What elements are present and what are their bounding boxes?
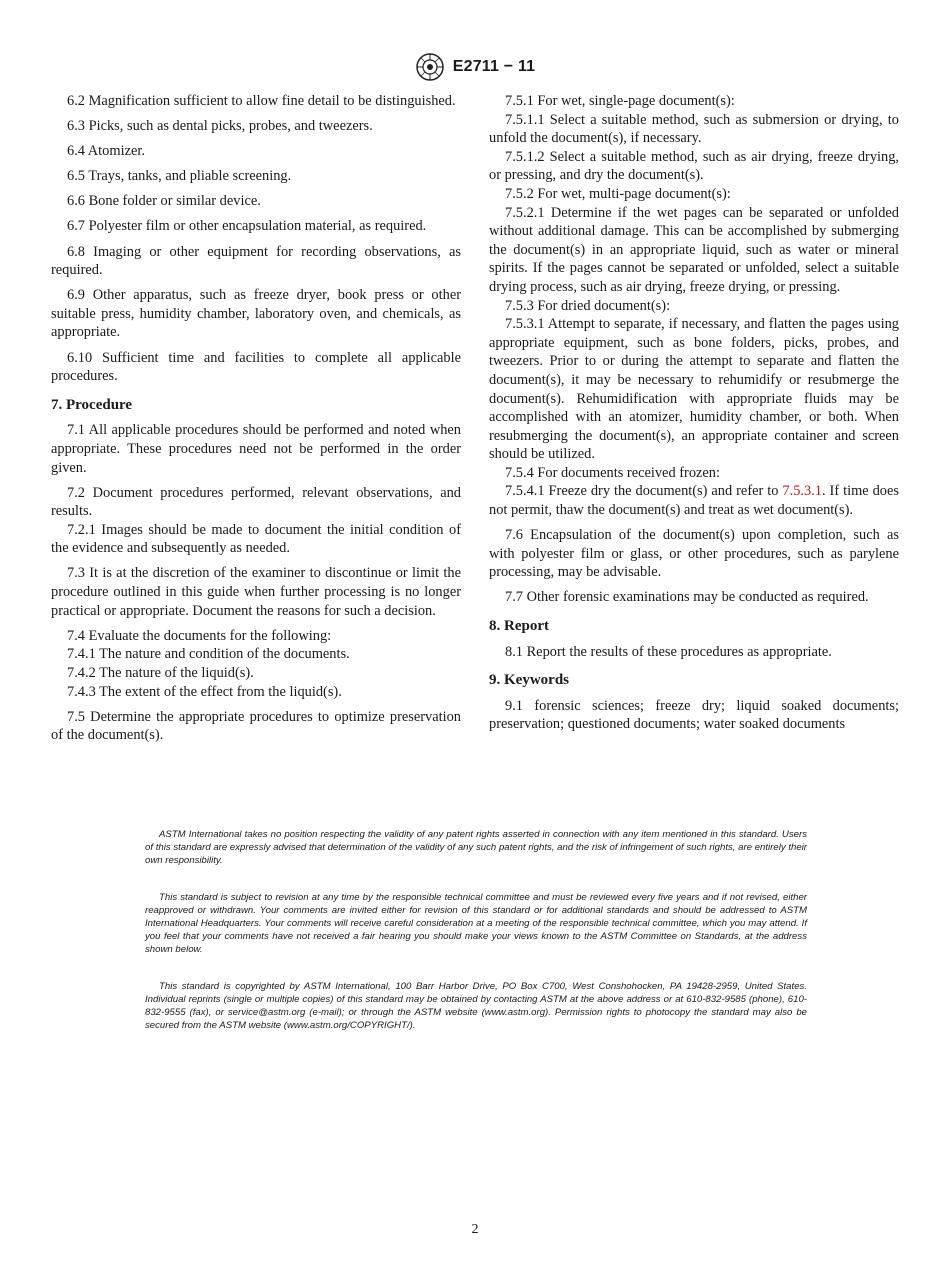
section-6-9: 6.9 Other apparatus, such as freeze dryer, book press or other suitable press, humidity chamber, laboratory oven, and chemicals, as appropriate. bbox=[51, 287, 461, 341]
section-7-5-1: 7.5.1 For wet, single-page document(s): bbox=[505, 93, 735, 109]
section-6-5: 6.5 Trays, tanks, and pliable screening. bbox=[67, 168, 292, 185]
footer-patent-notice bbox=[145, 828, 807, 867]
section-7-4: 7.4 Evaluate the documents for the following: bbox=[67, 627, 332, 644]
section-7-5-3-1: 7.5.3.1 Attempt to separate, if necessary, and flatten the pages using appropriate equipment, such as bone folders, picks, probes, and tweezers. Prior to or during the attempt to separate and flatten the document(s), it may be necessary to rehumidify or resubmerge the document(s). Rehumidification with appropriate fluids may be accomplished with an atomizer, humidity chamber, or both. When resubmerging the document(s), an appropriate container and screen should be utilized. bbox=[489, 316, 899, 463]
section-9-1: 9.1 forensic sciences; freeze dry; liquid soaked documents; preservation; questioned documents; water soaked documents bbox=[489, 697, 899, 733]
section-7-2: 7.2 Document procedures performed, relevant observations, and results. bbox=[51, 484, 461, 520]
section-7-6: 7.6 Encapsulation of the document(s) upon completion, such as with polyester film or glass, or other procedures, such as parylene processing, may be advisable. bbox=[489, 527, 899, 581]
section-7-5-4-1-text-start: 7.5.4.1 Freeze dry the document(s) and refer to bbox=[505, 483, 783, 500]
patent-notice-text: ASTM International takes no position respecting the validity of any patent rights asserted in connection with any item mentioned in this standard. Users of this standard are expressly advised that determination of the validity of any such patent rights, and the risk of infringement of such rights, are entirely their own responsibility. bbox=[145, 829, 807, 867]
section-7-5-4-1 bbox=[489, 482, 899, 519]
footer-copyright-notice bbox=[145, 980, 807, 1032]
section-6-10: 6.10 Sufficient time and facilities to complete all applicable procedures. bbox=[51, 349, 461, 385]
standard-designation: E2711 − 11 bbox=[452, 58, 536, 75]
section-6-4: 6.4 Atomizer. bbox=[67, 143, 145, 160]
section-6-8: 6.8 Imaging or other equipment for recording observations, as required. bbox=[51, 243, 461, 279]
revision-notice-text: This standard is subject to revision at any time by the responsible technical committee and must be reviewed every five years and if not revised, either reapproved or withdrawn. Your comments are invited either for revision of this standard or for additional standards and should be addressed to ASTM International Headquarters. Your comments will receive careful consideration at a meeting of the responsible technical committee, which you may attend. If you feel that your comments have not received a fair hearing you should make your views known to the ASTM Committee on Standards, at the address shown below. bbox=[145, 892, 807, 956]
section-7-5-4: 7.5.4 For documents received frozen: bbox=[505, 464, 720, 481]
copyright-notice-text: This standard is copyrighted by ASTM International, 100 Barr Harbor Drive, PO Box C700, West Conshohocken, PA 19428-2959, United States. Individual reprints (single or multiple copies) of this standard may be obtained by contacting ASTM at the above address or at 610-832-9585 (phone), 610-832-9555 (fax), or service@astm.org (e-mail); or through the ASTM website (www.astm.org). Permission rights to photocopy the standard may also be secured from the ASTM website (www.astm.org/COPYRIGHT/). bbox=[145, 981, 807, 1032]
section-7-4-3: 7.4.3 The extent of the effect from the liquid(s). bbox=[67, 683, 342, 700]
heading-report: 8. Report bbox=[489, 618, 549, 635]
page-header bbox=[0, 52, 950, 87]
left-column bbox=[51, 92, 461, 745]
section-7-4-1: 7.4.1 The nature and condition of the documents. bbox=[67, 646, 350, 663]
section-7-5-4-1-text-end: . If time does not permit, thaw the document(s) and treat as wet document(s). bbox=[489, 483, 899, 519]
section-7-7: 7.7 Other forensic examinations may be conducted as required. bbox=[505, 589, 869, 606]
footer-revision-notice bbox=[145, 891, 807, 956]
header-logo-group bbox=[415, 52, 536, 82]
section-6-3: 6.3 Picks, such as dental picks, probes, and tweezers. bbox=[67, 118, 373, 135]
astm-logo-icon bbox=[415, 52, 445, 82]
section-6-2: 6.2 Magnification sufficient to allow fine detail to be distinguished. bbox=[67, 93, 456, 109]
section-7-2-1: 7.2.1 Images should be made to document the initial condition of the evidence and subsequently as needed. bbox=[51, 521, 461, 557]
section-6-6: 6.6 Bone folder or similar device. bbox=[67, 193, 261, 210]
cross-reference-link[interactable]: 7.5.3.1 bbox=[782, 483, 822, 500]
right-column bbox=[489, 92, 899, 734]
section-7-4-2: 7.4.2 The nature of the liquid(s). bbox=[67, 664, 254, 681]
section-7-5-1-1: 7.5.1.1 Select a suitable method, such as submersion or drying, to unfold the document(s), if necessary. bbox=[489, 111, 899, 147]
section-8-1: 8.1 Report the results of these procedures as appropriate. bbox=[505, 643, 832, 660]
section-7-5-2: 7.5.2 For wet, multi-page document(s): bbox=[505, 185, 731, 202]
section-7-3: 7.3 It is at the discretion of the examiner to discontinue or limit the procedure outlined in this guide when further processing is no longer practical or appropriate. Document the reasons for such a decision. bbox=[51, 565, 461, 619]
heading-keywords: 9. Keywords bbox=[489, 672, 569, 689]
section-7-5-1-2: 7.5.1.2 Select a suitable method, such as air drying, freeze drying, or pressing, and dry the document(s). bbox=[489, 148, 899, 184]
section-7-1: 7.1 All applicable procedures should be performed and noted when appropriate. These procedures need not be performed in the order given. bbox=[51, 422, 461, 476]
section-6-7: 6.7 Polyester film or other encapsulation material, as required. bbox=[67, 218, 427, 235]
page-number: 2 bbox=[471, 1222, 479, 1237]
section-7-5: 7.5 Determine the appropriate procedures to optimize preservation of the document(s). bbox=[51, 708, 461, 744]
section-7-5-3: 7.5.3 For dried document(s): bbox=[505, 297, 671, 314]
section-7-5-2-1: 7.5.2.1 Determine if the wet pages can be separated or unfolded without additional damage. This can be accomplished by submerging the document(s) in an appropriate liquid, such as water or mineral spirits. If the pages cannot be separated or unfolded, select a suitable drying process, such as air drying, freeze drying, or pressing. bbox=[489, 204, 899, 295]
heading-procedure: 7. Procedure bbox=[51, 396, 133, 413]
